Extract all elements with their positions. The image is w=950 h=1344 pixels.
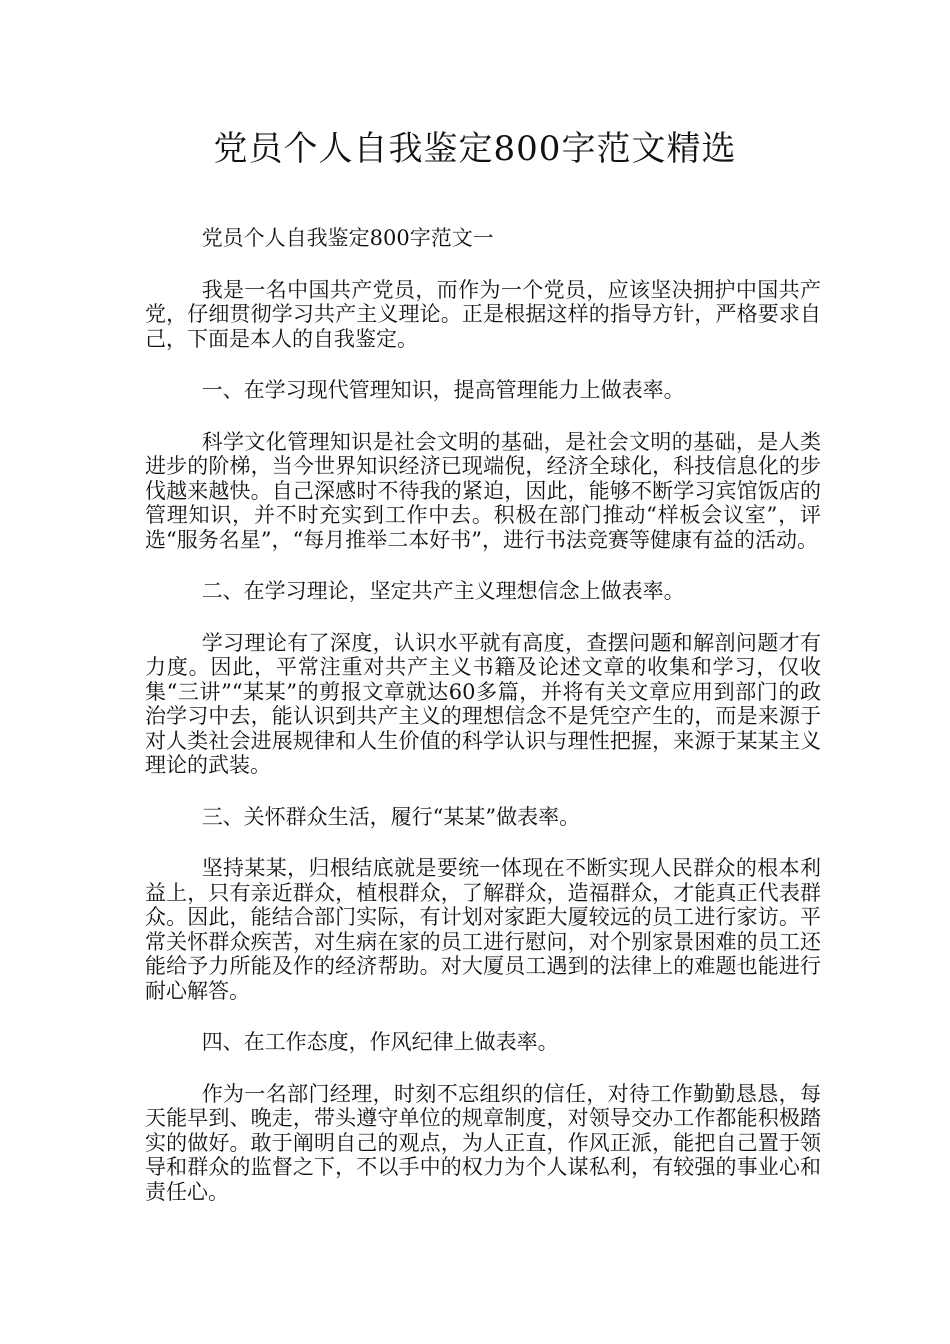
section-heading: 一、在学习现代管理知识，提高管理能力上做表率。 [201, 378, 685, 402]
paragraph: 坚持某某，归根结底就是要统一体现在不断实现人民群众的根本利益上，只有亲近群众，植根群众，了解群众，造福群众，才能真正代表群众。因此，能结合部门实际，有计划对家距大厦较远的员工进行家访。平常关怀群众疾苦，对生病在家的员工进行慰问，对个别家景困难的员工还能给予力所能及作的经济帮助。对大厦员工遇到的法律上的难题也能进行耐心解答。 [145, 856, 821, 1003]
paragraph: 学习理论有了深度，认识水平就有高度，查摆问题和解剖问题才有力度。因此，平常注重对共产主义书籍及论述文章的收集和学习，仅收集“三讲”“某某”的剪报文章就达60多篇，并将有关文章应用到部门的政治学习中去，能认识到共产主义的理想信念不是凭空产生的，而是来源于对人类社会进展规律和人生价值的科学认识与理性把握，来源于某某主义理论的武装。 [145, 630, 821, 777]
paragraph: 我是一名中国共产党员，而作为一个党员，应该坚决拥护中国共产党，仔细贯彻学习共产主义理论。正是根据这样的指导方针，严格要求自己，下面是本人的自我鉴定。 [145, 277, 821, 351]
paragraph: 作为一名部门经理，时刻不忘组织的信任，对待工作勤勤恳恳，每天能早到、晚走，带头遵守单位的规章制度，对领导交办工作都能积极踏实的做好。敢于阐明自己的观点，为人正直，作风正派，能把自己置于领导和群众的监督之下，不以手中的权力为个人谋私利，有较强的事业心和责任心。 [145, 1081, 821, 1204]
section-heading: 三、关怀群众生活，履行“某某”做表率。 [201, 804, 581, 829]
section-heading: 二、在学习理论，坚定共产主义理想信念上做表率。 [201, 579, 685, 603]
section-heading: 四、在工作态度，作风纪律上做表率。 [201, 1030, 559, 1054]
document-body [145, 226, 821, 1231]
section-heading: 党员个人自我鉴定800字范文一 [201, 226, 494, 250]
document-title: 党员个人自我鉴定800字范文精选 [213, 129, 737, 169]
paragraph: 科学文化管理知识是社会文明的基础，是社会文明的基础，是人类进步的阶梯，当今世界知识经济已现端倪，经济全球化，科技信息化的步伐越来越快。自己深感时不待我的紧迫，因此，能够不断学习宾馆饭店的管理知识，并不时充实到工作中去。积极在部门推动“样板会议室”，评选“服务名星”，“每月推举二本好书”，进行书法竞赛等健康有益的活动。 [145, 429, 821, 552]
